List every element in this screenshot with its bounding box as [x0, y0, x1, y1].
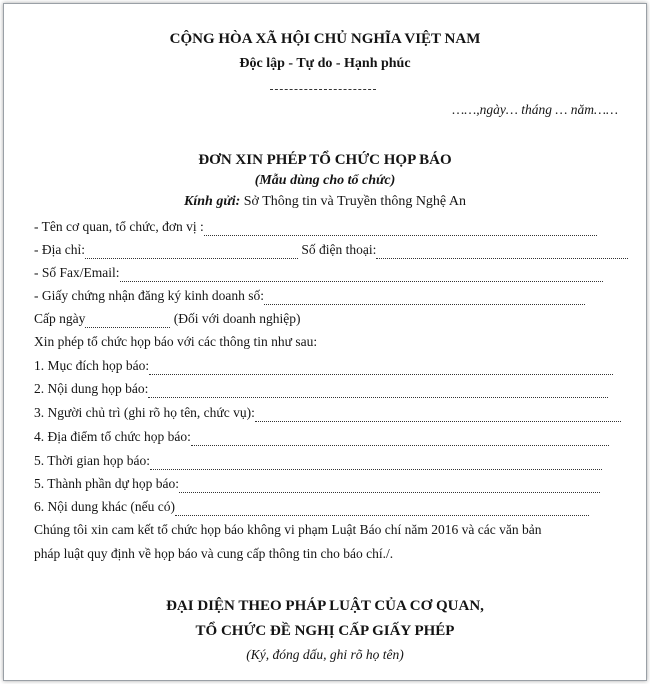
- fill-line: [191, 432, 609, 446]
- field-issue-date: [34, 310, 301, 328]
- header-separator: [270, 89, 376, 90]
- fill-line: [150, 456, 602, 470]
- item-label: 5. Thành phần dự họp báo:: [34, 476, 180, 491]
- form-title: ĐƠN XIN PHÉP TỔ CHỨC HỌP BÁO: [198, 152, 452, 168]
- motto: Độc lập - Tự do - Hạnh phúc: [239, 56, 411, 71]
- field-org-name: [34, 218, 597, 236]
- country-heading: CỘNG HÒA XÃ HỘI CHỦ NGHĨA VIỆT NAM: [169, 31, 481, 47]
- field-label: - Địa chỉ:: [34, 242, 85, 257]
- item-label: 2. Nội dung họp báo:: [34, 381, 149, 396]
- fill-line: [85, 245, 298, 259]
- item-label: 4. Địa điểm tổ chức họp báo:: [34, 429, 191, 444]
- item-purpose: [34, 357, 613, 375]
- field-fax-email: [34, 264, 603, 282]
- signature-title-1: ĐẠI DIỆN THEO PHÁP LUẬT CỦA CƠ QUAN,: [166, 598, 484, 614]
- commitment-line-2: pháp luật quy định về họp báo và cung cấp thông tin cho báo chí./.: [34, 546, 394, 561]
- item-time: [34, 452, 602, 470]
- form-subtitle: (Mẫu dùng cho tổ chức): [254, 173, 396, 188]
- field-label: Số điện thoại:: [301, 242, 377, 257]
- field-label: - Giấy chứng nhận đăng ký kinh doanh số:: [34, 288, 265, 303]
- field-address: [34, 241, 628, 259]
- field-note: (Đối với doanh nghiệp): [173, 311, 301, 326]
- fill-line: [264, 291, 585, 305]
- item-label: 1. Mục đích họp báo:: [34, 358, 150, 373]
- item-label: 6. Nội dung khác (nếu có): [34, 499, 175, 514]
- fill-line: [148, 384, 608, 398]
- addressee-line: [0, 194, 650, 210]
- field-label: Cấp ngày: [34, 311, 86, 326]
- addressee-label: Kính gửi:: [184, 194, 241, 209]
- fill-line: [149, 361, 613, 375]
- request-intro: Xin phép tổ chức họp báo với các thông tin như sau:: [34, 334, 318, 349]
- field-label: - Số Fax/Email:: [34, 265, 120, 280]
- item-other: [34, 498, 589, 516]
- field-business-cert: [34, 287, 585, 305]
- item-participants: [34, 475, 600, 493]
- signature-title-2: TỔ CHỨC ĐỀ NGHỊ CẤP GIẤY PHÉP: [195, 623, 455, 639]
- fill-line: [179, 479, 600, 493]
- commitment-line-1: Chúng tôi xin cam kết tổ chức họp báo không vi phạm Luật Báo chí năm 2016 và các văn bản: [34, 522, 542, 537]
- fill-line: [120, 268, 603, 282]
- fill-line: [376, 245, 628, 259]
- item-location: [34, 428, 609, 446]
- fill-line: [85, 314, 170, 328]
- fill-line: [204, 222, 597, 236]
- item-label: 3. Người chủ trì (ghi rõ họ tên, chức vụ):: [34, 405, 255, 420]
- fill-line: [255, 408, 621, 422]
- signature-note: (Ký, đóng dấu, ghi rõ họ tên): [246, 647, 404, 662]
- item-label: 5. Thời gian họp báo:: [34, 453, 151, 468]
- fill-line: [175, 502, 589, 516]
- item-chairperson: [34, 404, 621, 422]
- date-line: ……,ngày… tháng … năm……: [452, 102, 618, 117]
- item-content: [34, 380, 608, 398]
- field-label: - Tên cơ quan, tổ chức, đơn vị :: [34, 219, 204, 234]
- addressee-value: Sở Thông tin và Truyền thông Nghệ An: [243, 194, 466, 209]
